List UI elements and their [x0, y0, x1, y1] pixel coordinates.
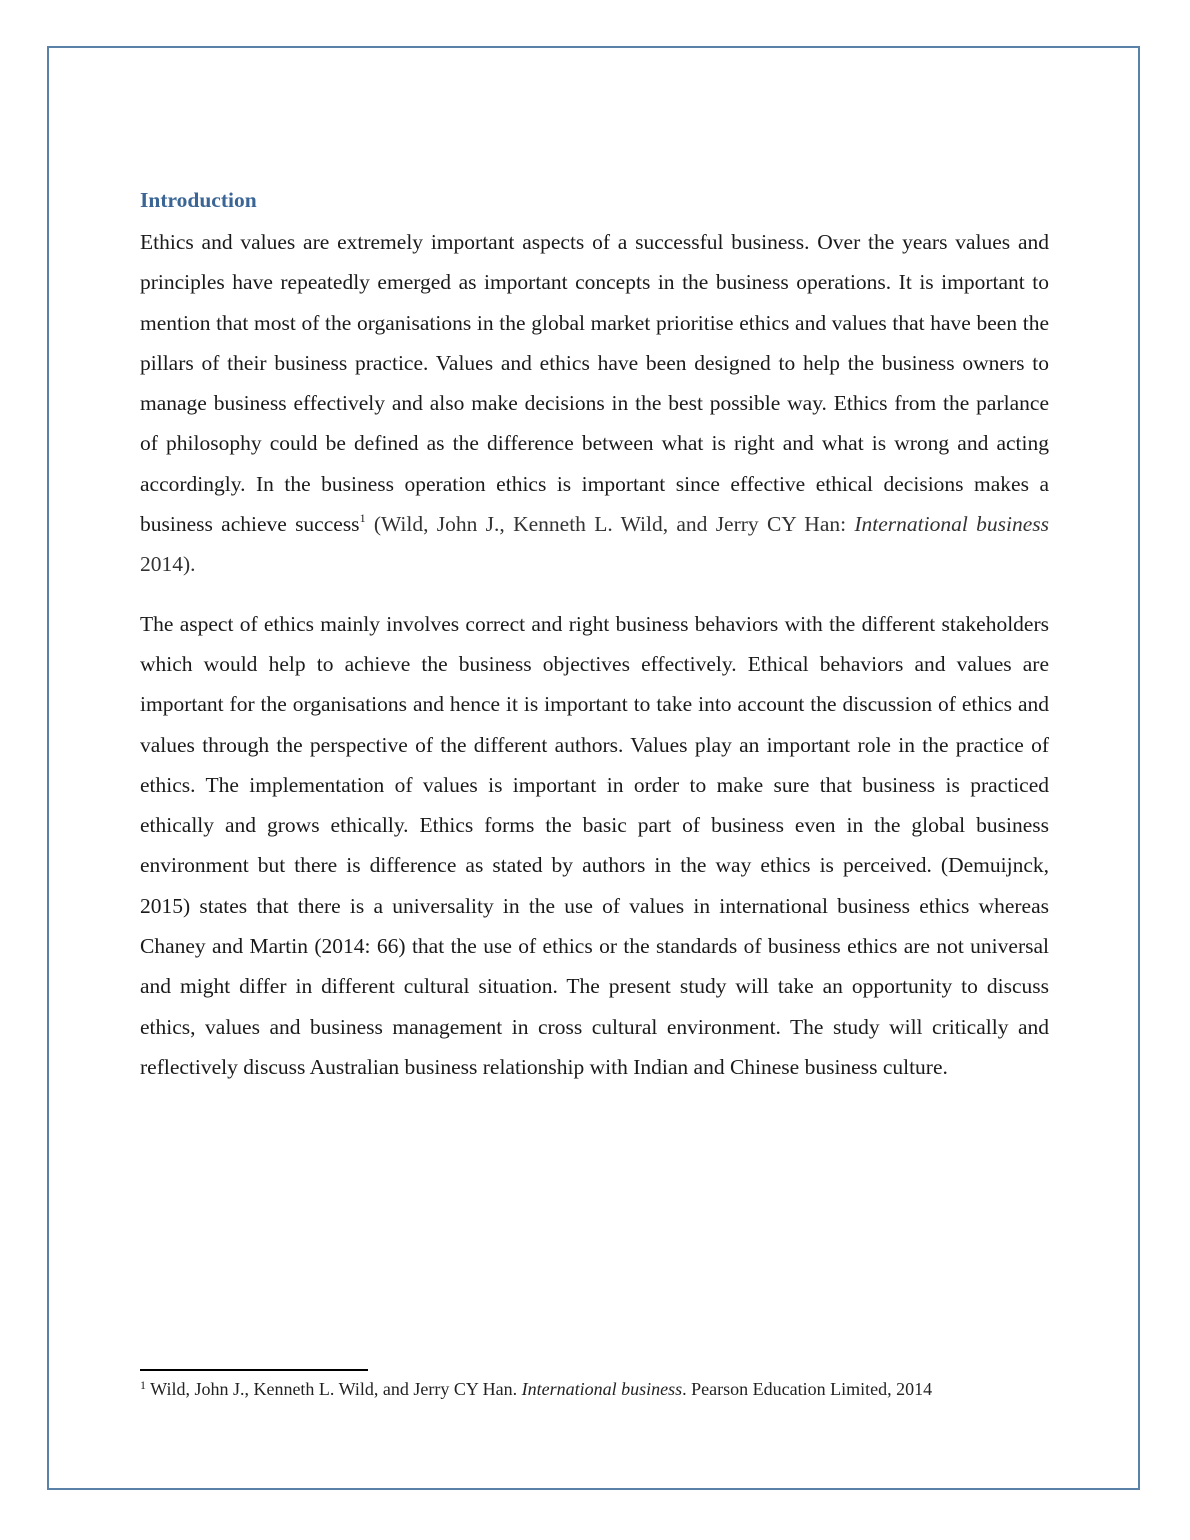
citation-title: International business [854, 512, 1049, 537]
footnote-separator [140, 1369, 368, 1371]
footnote-title: International business [521, 1379, 683, 1399]
paragraph-ethics: The aspect of ethics mainly involves correct and right business behaviors with the different stakeholders which would help to achieve the business objectives effectively. Ethical behaviors and values are important for the organisations and hence it is important to take into account the discussion of ethics and values through the perspective of the different authors. Values play an important role in the practice of ethics. The implementation of values is important in order to make sure that business is practiced ethically and grows ethically. Ethics forms the basic part of business even in the global business environment but there is difference as stated by authors in the way ethics is perceived. (Demuijnck, 2015) states that there is a universality in the use of values in international business ethics whereas Chaney and Martin (2014: 66) that the use of ethics or the standards of business ethics are not universal and might differ in different cultural situation. The present study will take an opportunity to discuss ethics, values and business management in cross cultural environment. The study will critically and reflectively discuss Australian business relationship with Indian and Chinese business culture. [140, 611, 1049, 1079]
footnote-publisher: . Pearson Education Limited, 2014 [682, 1379, 933, 1399]
section-heading: Introduction [140, 188, 257, 212]
footnote-marker: 1 [140, 1378, 146, 1392]
footnote [140, 1376, 1049, 1402]
paragraph-intro [140, 222, 1049, 585]
paragraph-intro-text: Ethics and values are extremely important aspects of a successful business. Over the years values and principles have repeatedly emerged as important concepts in the business operations. It is important to mention that most of the organisations in the global market prioritise ethics and values that have been the pillars of their business practice. Values and ethics have been designed to help the business owners to manage business effectively and also make decisions in the best possible way. Ethics from the parlance of philosophy could be defined as the difference between what is right and what is wrong and acting accordingly. In the business operation ethics is important since effective ethical decisions makes a business achieve success [140, 230, 1049, 537]
footnote-reference[interactable]: 1 [359, 511, 366, 526]
citation-year: 2014). [140, 552, 196, 577]
citation-text: (Wild, John J., Kenneth L. Wild, and Jerry CY Han: [365, 512, 855, 537]
document-body [140, 184, 1049, 1087]
footnote-text: Wild, John J., Kenneth L. Wild, and Jerry CY Han. [146, 1379, 522, 1399]
